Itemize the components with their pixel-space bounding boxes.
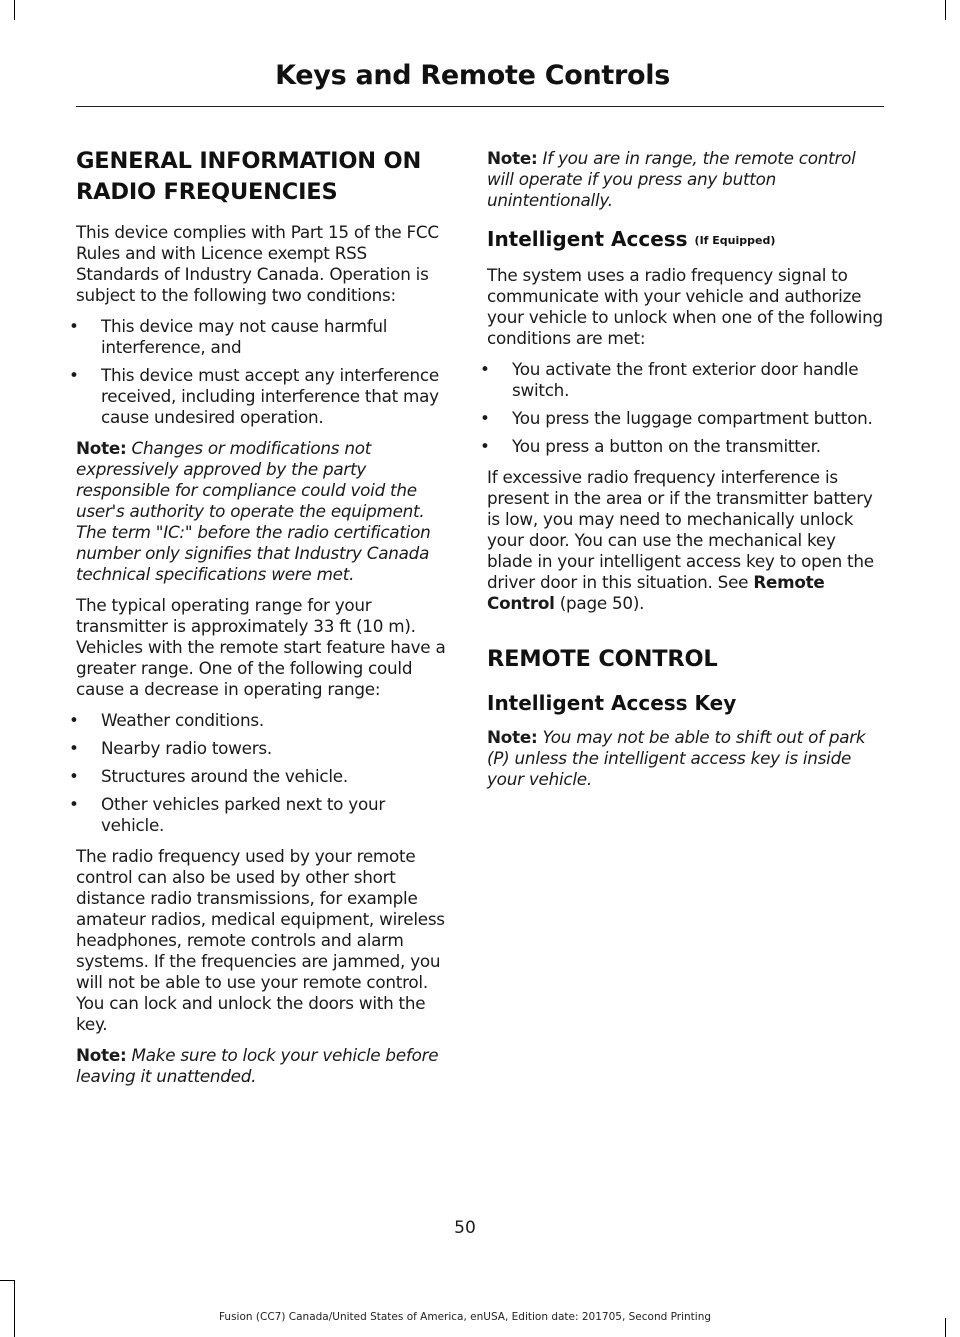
bullet-icon: •: [480, 359, 490, 379]
note-text: If you are in range, the remote control will operate if you press any button unintentionally.: [487, 148, 856, 210]
bullet-icon: •: [480, 408, 490, 428]
bullet-icon: •: [69, 794, 79, 814]
right-column: [480, 148, 883, 800]
note-label: Note:: [487, 727, 538, 747]
paragraph: This device complies with Part 15 of the FCC Rules and with Licence exempt RSS Standards of Industry Canada. Operation is subject to the following two conditions:: [76, 222, 439, 305]
list-item: • Nearby radio towers.: [69, 738, 272, 758]
list-item: • You press a button on the transmitter.: [480, 436, 821, 456]
crop-mark: [945, 0, 946, 20]
section-heading-radio-frequencies: GENERAL INFORMATION ON RADIO FREQUENCIES: [76, 148, 422, 205]
note-label: Note:: [76, 1045, 127, 1065]
list-item: • This device must accept any interference received, including interference that may cause undesired operation.: [69, 365, 439, 427]
bullet-icon: •: [480, 436, 490, 456]
bullet-icon: •: [69, 766, 79, 786]
subheading-intelligent-access-key: Intelligent Access Key: [487, 691, 737, 715]
paragraph: If excessive radio frequency interference is present in the area or if the transmitter battery is low, you may need to mechanically unlock your door. You can use the mechanical key blade in your intelligent access key to open the driver door in this situation. See Remote Control (page 50).: [487, 467, 874, 613]
note-text: You may not be able to shift out of park (P) unless the intelligent access key is inside your vehicle.: [487, 727, 866, 789]
list-item: • You activate the front exterior door handle switch.: [480, 359, 859, 400]
header-divider: [76, 106, 884, 107]
bullet-list-range-factors: [69, 710, 448, 836]
list-item: • You press the luggage compartment button.: [480, 408, 873, 428]
crop-mark: [14, 0, 15, 20]
bullet-icon: •: [69, 365, 79, 385]
list-item: • Other vehicles parked next to your vehicle.: [69, 794, 386, 835]
remote-control-link[interactable]: Remote Control: [487, 572, 825, 613]
crop-mark: [14, 1280, 15, 1337]
note: [76, 1045, 448, 1087]
bullet-icon: •: [69, 710, 79, 730]
paragraph: The typical operating range for your transmitter is approximately 33 ft (10 m). Vehicles with the remote start feature have a greater range. One of the following could cause a decrease in operating range:: [76, 595, 446, 699]
note-label: Note:: [76, 438, 127, 458]
note: [487, 148, 883, 211]
page-number: 50: [454, 1218, 476, 1238]
bullet-list-unlock-conditions: [480, 359, 883, 457]
note-text: Changes or modifications not expressively approved by the party responsible for compliance could void the user's authority to operate the equipment. The term "IC:" before the radio certification number only signifies that Industry Canada technical specifications were met.: [76, 438, 431, 584]
bullet-icon: •: [69, 316, 79, 336]
paragraph: The radio frequency used by your remote control can also be used by other short distance radio transmissions, for example amateur radios, medical equipment, wireless headphones, remote controls and alarm systems. If the frequencies are jammed, you will not be able to use your remote control. You can lock and unlock the doors with the key.: [76, 846, 445, 1034]
subheading-intelligent-access: Intelligent Access (If Equipped): [487, 227, 776, 251]
paragraph: The system uses a radio frequency signal to communicate with your vehicle and authorize your vehicle to unlock when one of the following conditions are met:: [487, 265, 883, 348]
section-heading-remote-control: REMOTE CONTROL: [487, 646, 718, 672]
list-item: • This device may not cause harmful interference, and: [69, 316, 388, 357]
bullet-icon: •: [69, 738, 79, 758]
note: [487, 727, 883, 790]
left-column: [69, 146, 448, 1097]
crop-mark: [945, 1318, 946, 1337]
note-text: Make sure to lock your vehicle before leaving it unattended.: [76, 1045, 439, 1086]
list-item: • Structures around the vehicle.: [69, 766, 348, 786]
if-equipped-label: (If Equipped): [694, 234, 776, 247]
bullet-list-conditions: [69, 316, 448, 428]
list-item: • Weather conditions.: [69, 710, 264, 730]
footer-edition-info: Fusion (CC7) Canada/United States of America, enUSA, Edition date: 201705, Second Printing: [218, 1311, 712, 1323]
crop-mark: [0, 1280, 14, 1281]
note-label: Note:: [487, 148, 538, 168]
note: [76, 438, 448, 585]
page-header-title: Keys and Remote Controls: [275, 60, 670, 91]
